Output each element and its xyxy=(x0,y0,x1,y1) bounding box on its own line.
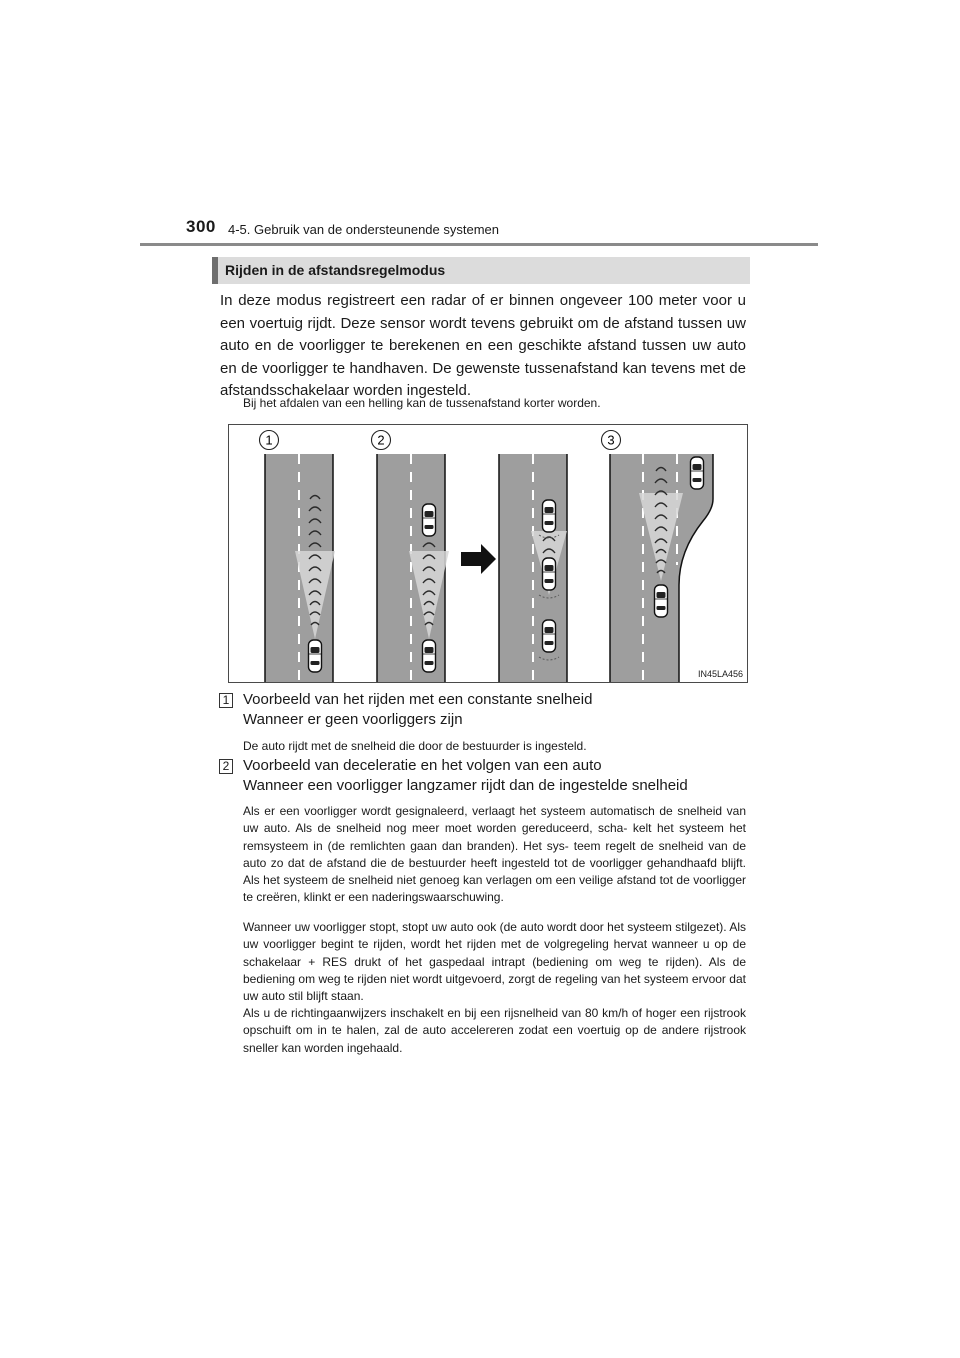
section-title: Rijden in de afstandsregelmodus xyxy=(225,262,446,278)
section-heading-bar xyxy=(212,257,750,284)
radar-diagram xyxy=(228,424,748,683)
item-2-paragraph-2: Wanneer uw voorligger stopt, stopt uw auto ook (de auto wordt door het systeem stilgezet). Als uw voorligger begint te rijden, wordt het rijden met de volgregeling hervat wanneer u op de schakelaar + RES drukt of het gaspedaal intrapt (bediening om weg te rijden). Als de bediening om weg te rijden niet wordt uitgevoerd, zorgt de regeling van het systeem ervoor dat uw auto stil blijft staan. xyxy=(243,920,746,1004)
panel-label-2: 2 xyxy=(377,432,385,448)
item-number-1: 1 xyxy=(219,693,233,708)
scene-1 xyxy=(265,454,335,682)
own-car-2 xyxy=(423,640,436,672)
figure-code: IN45LA456 xyxy=(697,669,743,679)
item-1-text: De auto rijdt met de snelheid die door de bestuurder is ingesteld. xyxy=(243,739,587,753)
header-rule xyxy=(140,243,818,246)
panel-label-3: 3 xyxy=(607,432,615,448)
radar-diagram-svg xyxy=(229,425,747,682)
scene-3 xyxy=(610,454,713,682)
transition-arrow xyxy=(461,544,496,574)
item-1-title: Voorbeeld van het rijden met een constante snelheid xyxy=(243,691,593,708)
intro-note: Bij het afdalen van een helling kan de tussenafstand korter worden. xyxy=(243,396,601,410)
item-1-subtitle: Wanneer er geen voorliggers zijn xyxy=(243,711,463,728)
panel-label-1: 1 xyxy=(265,432,273,448)
running-head: 4-5. Gebruik van de ondersteunende systemen xyxy=(228,222,500,237)
lead-car-2 xyxy=(423,504,436,536)
item-2-paragraph-1: Als er een voorligger wordt gesignaleerd, verlaagt het systeem automatisch de snelheid van uw auto. Als de snelheid nog meer moet worden gereduceerd, scha- kelt het systeem het remsysteem in (de remlichten gaan dan branden). Het sys- teem regelt de snelheid van de auto zo dat de afstand die de bestuurder heeft ingesteld tot de voorligger gehandhaafd blijft. Als het systeem de snelheid niet genoeg kan verlagen om een veilige afstand tot de voorligger te creëren, klinkt er een naderingswaarschuwing. xyxy=(243,804,746,905)
intro-paragraph: In deze modus registreert een radar of er binnen ongeveer 100 meter voor u een voertuig rijdt. Deze sensor wordt tevens gebruikt om de afstand tussen uw auto en de voorligger te berekenen en een geschikte afstand tussen uw auto en de voorligger te handhaven. De gewenste tussenafstand kan tevens met de afstandsschakelaar worden ingesteld. xyxy=(220,292,746,399)
page-number: 300 xyxy=(186,217,216,236)
own-car-3 xyxy=(655,585,668,617)
lead-car-2b xyxy=(543,500,556,532)
panel-labels xyxy=(260,431,621,450)
passed-car-3 xyxy=(691,457,704,489)
following-car-2b xyxy=(543,620,556,652)
own-car-2b xyxy=(543,558,556,590)
scene-2b xyxy=(499,454,567,682)
item-2-subtitle: Wanneer een voorligger langzamer rijdt dan de ingestelde snelheid xyxy=(243,777,688,794)
item-2-paragraph-3: Als u de richtingaanwijzers inschakelt en bij een rijsnelheid van 80 km/h of hoger een rijstrook opschuift om in te halen, zal de auto accelereren zodat een voertuig op de andere rijstrook sneller kan worden ingehaald. xyxy=(243,1006,746,1055)
scene-2 xyxy=(377,454,449,682)
item-number-2: 2 xyxy=(219,759,233,774)
item-2-title: Voorbeeld van deceleratie en het volgen van een auto xyxy=(243,757,602,774)
own-car-1 xyxy=(309,640,322,672)
section-heading-accent xyxy=(212,257,218,284)
